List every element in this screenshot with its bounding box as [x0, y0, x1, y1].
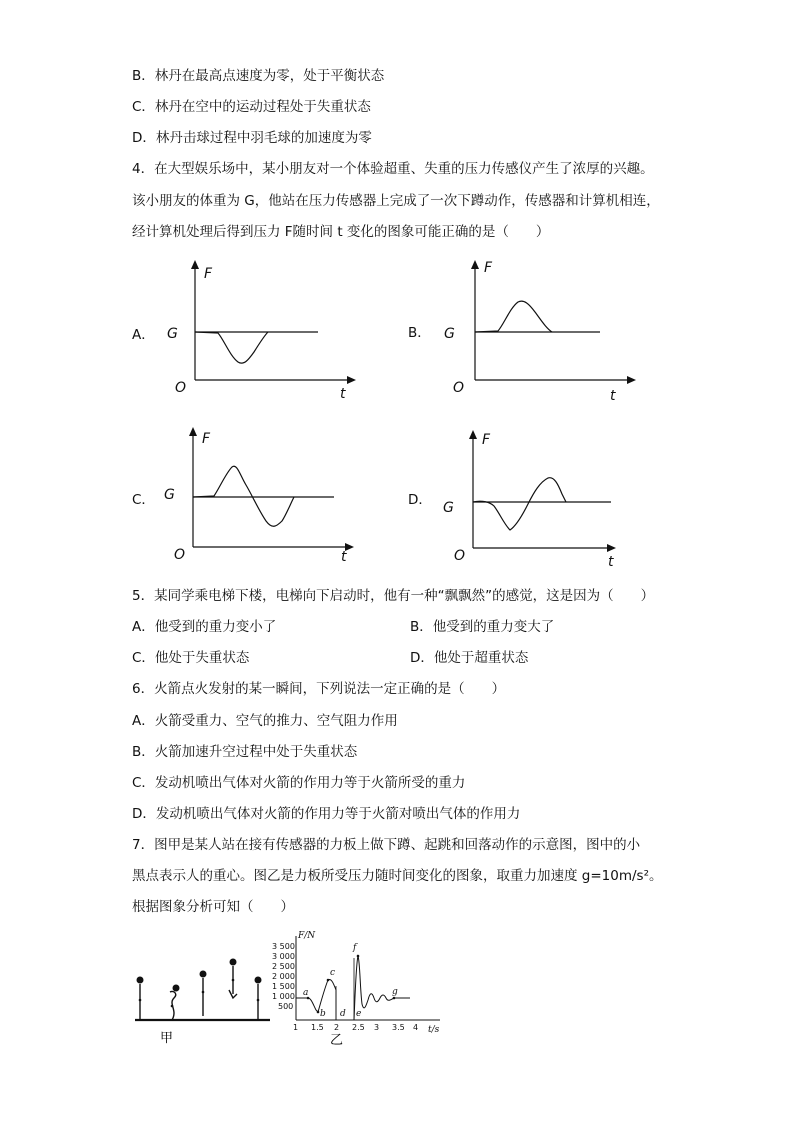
q4-graph-a-option: A． [132, 327, 155, 343]
q5-option-c: C．他处于失重状态 [132, 650, 250, 666]
q4-stem-line1: 4．在大型娱乐场中，某小朋友对一个体验超重、失重的压力传感仪产生了浓厚的兴趣。 [132, 161, 654, 177]
q7-point-c: c [330, 968, 336, 978]
q4-graph-c-y-label: F [202, 431, 211, 447]
q6-stem: 6．火箭点火发射的某一瞬间，下列说法一定正确的是（ ） [132, 681, 506, 697]
q5-stem: 5．某同学乘电梯下楼，电梯向下启动时，他有一种“飘飘然”的感觉，这是因为（ ） [132, 588, 655, 604]
q4-graph-b-option: B． [408, 325, 431, 341]
q4-graph-b [440, 258, 640, 408]
y-tick: 500 [278, 1002, 294, 1011]
q4-graph-c-origin: O [174, 547, 186, 563]
q4-graph-a-y-label: F [204, 266, 213, 282]
q4-graph-a [160, 258, 360, 408]
q5-option-b: B．他受到的重力变大了 [410, 619, 555, 635]
x-tick: 3 [374, 1023, 380, 1032]
q4-graph-c [158, 425, 358, 575]
q4-graph-d [438, 428, 638, 578]
q4-graph-c-x-label: t [341, 549, 347, 565]
q4-graph-a-origin: O [175, 380, 187, 396]
q5-option-d: D．他处于超重状态 [410, 650, 529, 666]
q7-point-b: b [320, 1009, 326, 1019]
q7-x-axis-label: t/s [428, 1025, 440, 1035]
q6-option-d: D．发动机喷出气体对火箭的作用力等于火箭对喷出气体的作用力 [132, 806, 521, 822]
q4-graph-b-g-label: G [444, 326, 455, 342]
x-tick: 4 [413, 1023, 419, 1032]
y-tick: 2 500 [272, 962, 295, 971]
q6-option-a: A．火箭受重力、空气的推力、空气阻力作用 [132, 713, 398, 729]
q7-stem-line2: 黑点表示人的重心。图乙是力板所受压力随时间变化的图象，取重力加速度 g=10m/s²。 [132, 868, 663, 884]
y-tick: 1 000 [272, 992, 295, 1001]
q4-graph-a-x-label: t [340, 386, 346, 402]
q6-option-c: C．发动机喷出气体对火箭的作用力等于火箭所受的重力 [132, 775, 466, 791]
q7-point-d: d [340, 1009, 346, 1019]
q4-graph-b-y-label: F [484, 260, 493, 276]
x-tick: 2.5 [352, 1023, 365, 1032]
q4-graph-c-g-label: G [164, 487, 175, 503]
q4-graph-b-x-label: t [610, 388, 616, 404]
q7-fig-yi-label: 乙 [330, 1033, 344, 1048]
y-tick: 2 000 [272, 972, 295, 981]
q4-graph-b-origin: O [453, 380, 465, 396]
q4-graph-c-option: C． [132, 492, 155, 508]
q3-option-d: D．林丹击球过程中羽毛球的加速度为零 [132, 130, 372, 146]
q7-x-ticks [293, 1023, 418, 1032]
q4-graph-d-option: D． [408, 492, 432, 508]
y-tick: 3 000 [272, 952, 295, 961]
x-tick: 2 [334, 1023, 340, 1032]
q7-y-ticks [272, 942, 295, 1011]
q4-graph-a-g-label: G [167, 326, 178, 342]
q7-figure-yi [270, 928, 450, 1048]
q7-point-g: g [392, 987, 398, 997]
q7-y-axis-label: F/N [298, 931, 316, 941]
q4-graph-d-g-label: G [443, 500, 454, 516]
x-tick: 1.5 [311, 1023, 324, 1032]
q6-option-b: B．火箭加速升空过程中处于失重状态 [132, 744, 358, 760]
q7-stem-line3: 根据图象分析可知（ ） [132, 899, 294, 915]
q4-graph-d-x-label: t [608, 554, 614, 570]
q4-graph-d-y-label: F [482, 432, 491, 448]
q4-graph-d-origin: O [454, 548, 466, 564]
q7-fig-jia-label: 甲 [160, 1031, 174, 1046]
q3-option-b: B．林丹在最高点速度为零，处于平衡状态 [132, 68, 385, 84]
y-tick: 1 500 [272, 982, 295, 991]
x-tick: 1 [293, 1023, 299, 1032]
q5-option-a: A．他受到的重力变小了 [132, 619, 277, 635]
q7-figure-jia [130, 950, 280, 1050]
q7-point-a: a [303, 988, 309, 998]
q7-stem-line1: 7．图甲是某人站在接有传感器的力板上做下蹲、起跳和回落动作的示意图，图中的小 [132, 837, 641, 853]
y-tick: 3 500 [272, 942, 295, 951]
q7-point-f: f [353, 943, 357, 953]
x-tick: 3.5 [392, 1023, 405, 1032]
q4-stem-line2: 该小朋友的体重为 G，他站在压力传感器上完成了一次下蹲动作，传感器和计算机相连， [132, 193, 660, 209]
q4-stem-line3: 经计算机处理后得到压力 F随时间 t 变化的图象可能正确的是（ ） [132, 224, 550, 240]
q3-option-c: C．林丹在空中的运动过程处于失重状态 [132, 99, 371, 115]
q7-point-e: e [356, 1009, 362, 1019]
